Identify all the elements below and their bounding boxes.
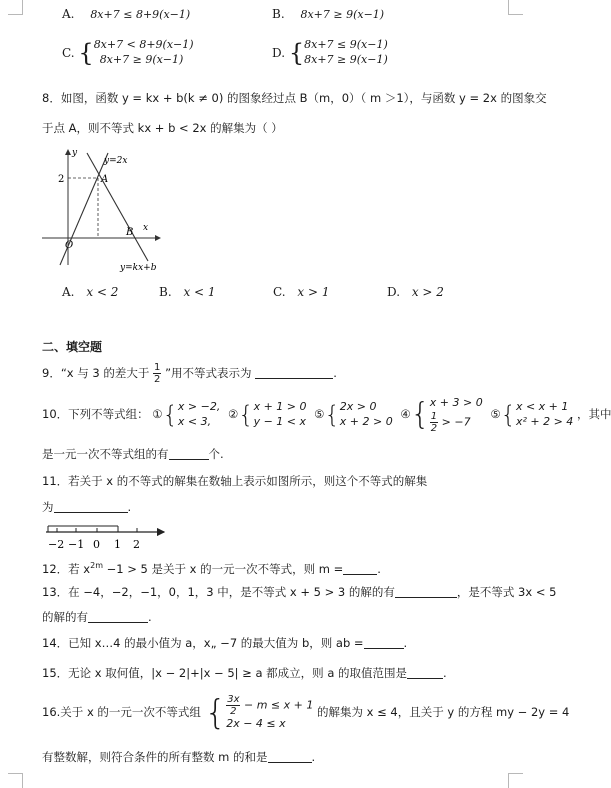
q12-answer-blank[interactable] — [343, 574, 377, 575]
corner-mark-bottom-right — [508, 773, 523, 788]
q16: 16.关于 x 的一元一次不等式组 { $\frac{3x}{2}$ − m ≤ x + 1 2x − 4 ≤ x 的解集为 x ≤ 4，且关于 y 的方程 my − 2y = 4 — [42, 692, 570, 733]
q8-option-c[interactable]: C. x > 1 — [273, 285, 330, 299]
q11-line1: 11．若关于 x 的不等式的解集在数轴上表示如图所示，则这个不等式的解集 — [42, 474, 428, 488]
tick-label-minus1: −1 — [68, 538, 85, 551]
tick-label-0: 0 — [93, 538, 100, 551]
point-b-label: B — [126, 227, 134, 238]
q10-line2: 是一元一次不等式组的有 个. — [42, 447, 224, 461]
tick-label-2: 2 — [58, 174, 65, 185]
y-axis-label: y — [72, 148, 78, 158]
line-y-kx-b — [87, 153, 148, 261]
system-1: x > −2, x < 3, — [177, 400, 221, 428]
q7-option-a[interactable]: A. 8x+7 ≤ 8+9(x−1) — [62, 7, 191, 21]
tick-label-1: 1 — [114, 538, 121, 551]
q15: 15．无论 x 取何值，|x − 2|+|x − 5| ≥ a 都成立，则 a 的取值范围是 . — [42, 666, 447, 680]
q7-option-d[interactable]: D. {8x+7 ≤ 9(x−1) 8x+7 ≥ 9(x−1) — [272, 38, 388, 67]
corner-mark-top-left — [8, 0, 23, 15]
section-title: 二、填空题 — [42, 340, 103, 354]
q11-answer-blank[interactable] — [54, 512, 128, 513]
q16-system: $\frac{3x}{2}$ − m ≤ x + 1 2x − 4 ≤ x — [226, 694, 314, 730]
q15-answer-blank[interactable] — [407, 678, 443, 679]
corner-mark-top-right — [508, 0, 523, 15]
system-2: x + 1 > 0 y − 1 < x — [253, 400, 307, 428]
origin-label: O — [65, 240, 74, 251]
q8-option-b[interactable]: B. x < 1 — [159, 285, 216, 299]
q13-line1: 13．在 −4，−2，−1，0，1，3 中，是不等式 x + 5 > 3 的解的有 ，是不等式 3x < 5 — [42, 585, 557, 599]
q14-answer-blank[interactable] — [364, 648, 404, 649]
brace: { — [288, 38, 305, 67]
q8-line2: 于点 A，则不等式 kx + b < 2x 的解集为（ ） — [42, 121, 283, 135]
q7-option-c[interactable]: C. {8x+7 < 8+9(x−1) 8x+7 ≥ 9(x−1) — [62, 38, 194, 67]
point-a-label: A — [101, 174, 109, 185]
q14: 14．已知 x…4 的最小值为 a，x„ −7 的最大值为 b，则 ab = . — [42, 636, 408, 650]
line-label-y-2x: y=2x — [104, 156, 128, 166]
x-axis-label: x — [143, 223, 149, 233]
q9: 9．“x 与 3 的差大于 $\frac{1}{2}$ ”用不等式表示为 . — [42, 362, 337, 385]
q7-option-b[interactable]: B. 8x+7 ≥ 9(x−1) — [272, 7, 385, 21]
q13-line2: 的解的有 . — [42, 610, 152, 624]
line-label-y-kx-b: y=kx+b — [120, 263, 157, 273]
q13-answer-blank-2[interactable] — [88, 622, 148, 623]
q9-answer-blank[interactable] — [255, 378, 333, 379]
system-3: 2x > 0 x + 2 > 0 — [339, 400, 393, 428]
q10-answer-blank[interactable] — [169, 459, 209, 460]
fraction-one-half: $\frac{1}{2}$ — [154, 362, 161, 385]
system-5: x < x + 1 x² + 2 > 4 — [515, 400, 574, 428]
brace: { — [78, 38, 94, 67]
system-4: x + 3 > 0 $\frac{1}{2}$ > −7 — [429, 396, 483, 434]
tick-label-2: 2 — [133, 538, 140, 551]
q11-number-line — [42, 518, 172, 554]
q16-line2: 有整数解，则符合条件的所有整数 m 的和是 . — [42, 750, 316, 764]
q10: 10．下列不等式组： ①{x > −2, x < 3, ②{x + 1 > 0 y − 1 < x ⑤{2x > 0 x + 2 > 0 ④{x + 3 > 0 $\frac{1}{2}$ > −7 ⑤{x < x + 1 x² + 2 > 4 ，其中 — [42, 396, 611, 434]
q8-graph — [42, 145, 172, 273]
q16-answer-blank[interactable] — [268, 762, 312, 763]
corner-mark-bottom-left — [8, 773, 23, 788]
q8-option-d[interactable]: D. x > 2 — [387, 285, 444, 299]
q11-line2: 为 . — [42, 500, 132, 514]
q8-line1: 8．如图，函数 y = kx + b(k ≠ 0) 的图象经过点 B（m，0）（ m ＞1），与函数 y = 2x 的图象交 — [42, 91, 547, 105]
q12: 12．若 $x^{2m} -1 > 5$ 是关于 x 的一元一次不等式，则 m = . — [42, 561, 381, 576]
tick-label-minus2: −2 — [48, 538, 65, 551]
q13-answer-blank-1[interactable] — [395, 597, 457, 598]
q8-option-a[interactable]: A. x < 2 — [62, 285, 119, 299]
